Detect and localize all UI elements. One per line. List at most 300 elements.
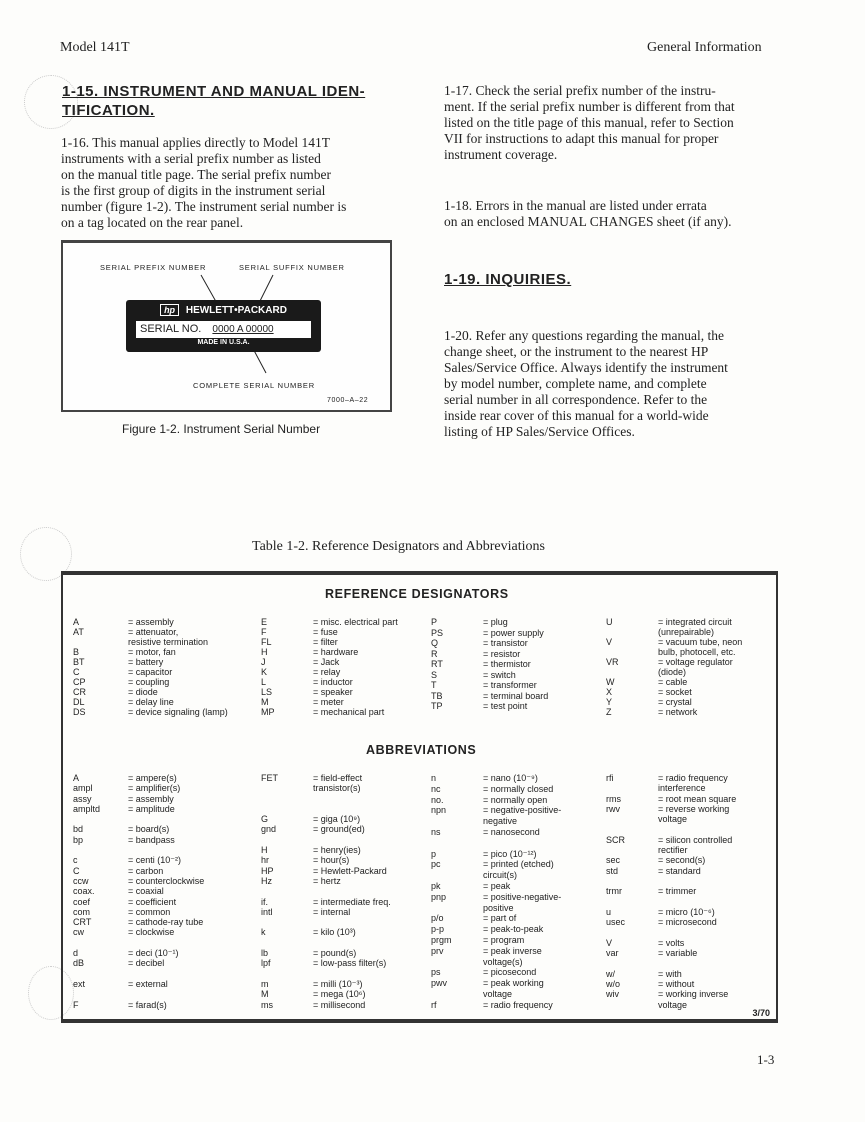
paragraph-line: 1-18. Errors in the manual are listed under errata (444, 198, 707, 213)
entry-code: rms (606, 793, 621, 804)
entry-code: rwv (606, 803, 620, 814)
paragraph-line: on an enclosed MANUAL CHANGES sheet (if any). (444, 214, 732, 229)
entry-definition: = board(s) (128, 824, 170, 835)
table-entry (73, 856, 263, 866)
entry-code: w/o (606, 978, 621, 989)
table-entry (606, 990, 774, 1000)
entry-definition: = trimmer (658, 886, 697, 897)
entry-definition: = field-effect (313, 773, 363, 783)
paragraph-line: listing of HP Sales/Service Offices. (444, 424, 635, 439)
table-entry (73, 836, 263, 846)
entry-code: A (73, 617, 80, 627)
entry-definition: = program (483, 934, 525, 945)
paragraph-line: instrument coverage. (444, 147, 558, 162)
entry-code: DL (73, 697, 85, 707)
entry-code: var (606, 948, 619, 959)
entry-code: hr (261, 855, 270, 866)
paragraph-line: 1-20. Refer any questions regarding the manual, the (444, 328, 725, 343)
table-entry (431, 979, 601, 990)
entry-definition: = battery (128, 657, 164, 667)
entry-code: S (431, 669, 438, 680)
entry-code: k (261, 927, 266, 938)
plate-serial-field (136, 321, 311, 338)
table-entry (261, 688, 431, 698)
entry-code: R (431, 648, 438, 659)
entry-code: A (73, 773, 80, 783)
table-entry (606, 708, 774, 718)
plate-made-in: MADE IN U.S.A. (197, 339, 250, 346)
table-entry (73, 708, 263, 718)
entry-definition: = filter (313, 637, 338, 647)
table-entry (73, 1001, 263, 1011)
entry-definition: = amplitude (128, 803, 175, 814)
table-entry (73, 990, 263, 1000)
entry-definition: = printed (etched) (483, 859, 554, 870)
paragraph-1-18 (444, 198, 776, 230)
entry-definition: = transformer (483, 680, 537, 690)
entry-definition: = coaxial (128, 886, 164, 897)
paragraph-line: on the manual title page. The serial prefix number (61, 167, 332, 182)
table-entry (606, 815, 774, 825)
entry-definition: = resistor (483, 648, 521, 659)
entry-code: coax. (73, 886, 95, 897)
entry-code: ampl (73, 783, 93, 794)
table-entry (261, 784, 431, 794)
table-entry (431, 871, 601, 882)
paragraph-line: by model number, complete name, and complete (444, 376, 707, 391)
heading-line-2: TIFICATION. (62, 102, 155, 119)
entry-definition: = volts (658, 937, 685, 948)
entry-definition: = peak (483, 880, 511, 891)
plate-brand: HEWLETT•PACKARD (185, 305, 287, 316)
entry-definition: = coefficient (128, 896, 177, 907)
entry-definition: = hertz (313, 875, 341, 886)
entry-definition: = cathode-ray tube (128, 917, 204, 928)
entry-definition: = terminal board (483, 690, 549, 701)
abbr-column-2 (261, 774, 431, 1011)
entry-definition: = low-pass filter(s) (313, 958, 387, 969)
entry-code: npn (431, 805, 447, 816)
table-entry (261, 1001, 431, 1011)
entry-definition: = reverse working (658, 803, 730, 814)
entry-definition: = internal (313, 906, 351, 917)
table-entry (73, 959, 263, 969)
paragraph-line: on a tag located on the rear panel. (61, 215, 244, 230)
entry-definition: = meter (313, 697, 344, 707)
entry-code: c (73, 855, 78, 866)
entry-definition: = peak-to-peak (483, 924, 544, 935)
table-entry (73, 678, 263, 688)
table-entry (261, 928, 431, 938)
entry-code: J (261, 657, 266, 667)
entry-code: G (261, 814, 269, 825)
paragraph-1-20 (444, 328, 776, 440)
entry-code: std (606, 865, 619, 876)
entry-definition: = external (128, 978, 168, 989)
entry-definition: = kilo (10³) (313, 927, 356, 938)
entry-definition: = Jack (313, 657, 340, 667)
entry-definition: = hardware (313, 647, 359, 657)
entry-code: ext (73, 978, 86, 989)
entry-definition: = nanosecond (483, 826, 540, 837)
section-heading-1-19: 1-19. INQUIRIES. (444, 271, 572, 288)
plate-field-value: 0000 A 00000 (212, 324, 274, 335)
entry-definition: = ground(ed) (313, 824, 365, 835)
table-entry (606, 959, 774, 969)
entry-code: K (261, 667, 268, 677)
entry-code: usec (606, 917, 626, 928)
entry-code: Y (606, 697, 613, 707)
entry-code: assy (73, 793, 92, 804)
entry-definition: = positive-negative- (483, 891, 562, 902)
entry-definition: = peak inverse (483, 945, 542, 956)
ref-designators-heading: REFERENCE DESIGNATORS (325, 587, 509, 601)
abbr-column-1 (73, 774, 263, 1011)
figure-code: 7000–A–22 (327, 397, 369, 404)
entry-definition: = picosecond (483, 967, 537, 978)
entry-definition: voltage (658, 814, 688, 825)
entry-code: p (431, 848, 437, 859)
entry-code: M (261, 989, 269, 1000)
entry-code: CP (73, 677, 86, 687)
table-entry (261, 867, 431, 877)
entry-code: RT (431, 659, 443, 669)
entry-definition: = assembly (128, 793, 174, 804)
entry-definition: = normally open (483, 794, 548, 805)
entry-definition: negative (483, 816, 518, 827)
entry-code: X (606, 687, 613, 697)
ref-column-2 (261, 618, 431, 718)
entry-definition: = misc. electrical part (313, 617, 398, 627)
entry-definition: interference (658, 783, 706, 794)
entry-definition: = switch (483, 669, 516, 680)
entry-definition: transistor(s) (313, 783, 361, 794)
entry-code: dB (73, 958, 85, 969)
entry-code: rf (431, 999, 437, 1010)
entry-definition: = millisecond (313, 999, 366, 1010)
entry-definition: = motor, fan (128, 647, 176, 657)
entry-definition: = deci (10⁻¹) (128, 948, 179, 959)
entry-code: P (431, 617, 438, 627)
figure-caption: Figure 1-2. Instrument Serial Number (122, 422, 321, 436)
entry-code: sec (606, 855, 621, 866)
entry-code: prv (431, 945, 444, 956)
entry-code: bd (73, 824, 84, 835)
entry-definition: = hour(s) (313, 855, 350, 866)
entry-definition: = integrated circuit (658, 617, 732, 627)
table-entry (73, 805, 263, 815)
entry-definition: = socket (658, 687, 692, 697)
entry-definition: = pound(s) (313, 948, 357, 959)
entry-code: pwv (431, 978, 448, 989)
table-entry (606, 928, 774, 938)
entry-code: gnd (261, 824, 277, 835)
abbr-column-3 (431, 774, 601, 1012)
entry-definition: = fuse (313, 627, 338, 637)
entry-code: pk (431, 880, 441, 891)
entry-code: trmr (606, 886, 622, 897)
entry-definition: = Hewlett-Packard (313, 865, 387, 876)
entry-definition: = capacitor (128, 667, 173, 677)
table-entry (261, 648, 431, 658)
entry-code: Z (606, 707, 612, 717)
entry-code: B (73, 647, 80, 657)
entry-definition: = device signaling (lamp) (128, 707, 228, 717)
entry-code: ms (261, 999, 273, 1010)
entry-definition: = microsecond (658, 917, 717, 928)
paragraph-line: change sheet, or the instrument to the nearest HP (444, 344, 709, 359)
entry-code: C (73, 667, 80, 677)
entry-definition: = clockwise (128, 927, 175, 938)
entry-definition: = part of (483, 913, 517, 924)
entry-code: H (261, 647, 268, 657)
entry-definition: = peak working (483, 978, 544, 989)
entry-definition: = normally closed (483, 783, 554, 794)
entry-definition: = centi (10⁻²) (128, 855, 182, 866)
entry-definition: resistive termination (128, 637, 209, 647)
paragraph-line: instruments with a serial prefix number as listed (61, 151, 321, 166)
entry-definition: = plug (483, 617, 508, 627)
entry-code: Hz (261, 875, 272, 886)
reference-table (61, 571, 778, 1023)
date-code: 3/70 (752, 1008, 770, 1018)
paragraph-line: is the first group of digits in the instrument serial (61, 183, 326, 198)
entry-definition: = milli (10⁻³) (313, 978, 363, 989)
table-entry (73, 980, 263, 990)
entry-code: DS (73, 707, 86, 717)
entry-definition: = working inverse (658, 989, 729, 1000)
page-number: 1-3 (757, 1052, 775, 1067)
entry-definition: = micro (10⁻⁶) (658, 906, 715, 917)
serial-plate (126, 300, 321, 352)
ref-column-4 (606, 618, 774, 718)
plate-field-label: SERIAL NO. (140, 323, 202, 335)
entry-definition: = radio frequency (658, 773, 728, 783)
table-entry (606, 805, 774, 815)
table-entry (261, 877, 431, 887)
header-left: Model 141T (60, 40, 130, 55)
entry-code: cw (73, 927, 84, 938)
entry-code: FL (261, 637, 272, 647)
entry-code: V (606, 937, 613, 948)
entry-definition: = crystal (658, 697, 692, 707)
entry-code: M (261, 697, 269, 707)
table-entry (73, 970, 263, 980)
entry-code: com (73, 906, 91, 917)
hp-logo-icon: hp (160, 304, 179, 316)
entry-code: TB (431, 690, 443, 701)
entry-code: T (431, 680, 437, 690)
entry-definition: = network (658, 707, 698, 717)
entry-code: intl (261, 906, 273, 917)
entry-code: CR (73, 687, 86, 697)
table-entry (73, 648, 263, 658)
entry-definition: = giga (10⁹) (313, 814, 361, 825)
entry-code: w/ (606, 968, 615, 979)
entry-code: ccw (73, 875, 89, 886)
entry-definition: = cable (658, 677, 688, 687)
table-entry (261, 908, 431, 918)
entry-definition: = amplifier(s) (128, 783, 181, 794)
table-entry (606, 668, 774, 678)
table-entry (606, 658, 774, 668)
entry-code: HP (261, 865, 274, 876)
entry-code: U (606, 617, 613, 627)
table-entry (606, 1001, 774, 1011)
entry-code: C (73, 865, 80, 876)
entry-definition: = mechanical part (313, 707, 385, 717)
table-entry (261, 959, 431, 969)
label-serial-suffix: SERIAL SUFFIX NUMBER (239, 263, 345, 272)
label-serial-prefix: SERIAL PREFIX NUMBER (100, 263, 207, 272)
table-entry (261, 795, 431, 805)
abbr-column-4 (606, 774, 774, 1011)
entry-definition: = nano (10⁻⁹) (483, 773, 538, 783)
entry-definition: = farad(s) (128, 999, 167, 1010)
entry-code: Q (431, 638, 439, 648)
entry-definition: = variable (658, 948, 698, 959)
entry-definition: = without (658, 978, 695, 989)
entry-definition: = attenuator, (128, 627, 179, 637)
entry-definition: circuit(s) (483, 870, 517, 881)
label-complete-serial: COMPLETE SERIAL NUMBER (193, 381, 315, 390)
entry-definition: = transistor (483, 638, 528, 648)
table-entry (261, 658, 431, 668)
entry-definition: = diode (128, 687, 158, 697)
table-entry (261, 825, 431, 835)
entry-definition: = coupling (128, 677, 170, 687)
entry-definition: voltage (483, 988, 513, 999)
entry-definition: = silicon controlled (658, 834, 733, 845)
entry-code: VR (606, 657, 619, 667)
entry-definition: = vacuum tube, neon (658, 637, 743, 647)
entry-code: coef (73, 896, 91, 907)
table-entry (606, 949, 774, 959)
table-entry (606, 867, 774, 877)
entry-code: p-p (431, 924, 445, 935)
paragraph-line: inside rear cover of this manual for a world-wide (444, 408, 709, 423)
table-entry (431, 893, 601, 904)
entry-code: F (73, 999, 79, 1010)
entry-definition: = intermediate freq. (313, 896, 391, 907)
entry-definition: rectifier (658, 845, 688, 856)
entry-code: AT (73, 627, 84, 637)
entry-code: p/o (431, 913, 444, 924)
entry-code: n (431, 773, 437, 783)
plate-brand-row (126, 304, 321, 316)
abbreviations-heading: ABBREVIATIONS (366, 743, 477, 757)
entry-definition: = speaker (313, 687, 353, 697)
entry-code: SCR (606, 834, 626, 845)
table-title: Table 1-2. Reference Designators and Abbreviations (252, 539, 545, 554)
entry-definition: voltage (658, 999, 688, 1010)
table-entry (73, 877, 263, 887)
entry-definition: = henry(ies) (313, 845, 361, 856)
entry-definition: bulb, photocell, etc. (658, 647, 736, 657)
entry-definition: = root mean square (658, 793, 737, 804)
entry-definition: = test point (483, 701, 528, 711)
entry-code: W (606, 677, 615, 687)
entry-code: CRT (73, 917, 92, 928)
entry-definition: = bandpass (128, 834, 175, 845)
entry-definition: = relay (313, 667, 341, 677)
paragraph-line: Sales/Service Office. Always identify the instrument (444, 360, 728, 375)
entry-code: F (261, 627, 267, 637)
entry-code: wiv (606, 989, 619, 1000)
entry-definition: positive (483, 902, 514, 913)
paragraph-line: listed on the title page of this manual, refer to Section (444, 115, 734, 130)
entry-definition: (unrepairable) (658, 627, 715, 637)
entry-definition: = radio frequency (483, 999, 553, 1010)
entry-definition: = common (128, 906, 171, 917)
entry-code: E (261, 617, 268, 627)
header-right: General Information (647, 40, 762, 55)
heading-line-1: 1-15. INSTRUMENT AND MANUAL IDEN- (62, 83, 366, 100)
table-entry (261, 618, 431, 628)
paragraph-1-16 (61, 135, 393, 231)
table-entry (431, 1001, 601, 1012)
entry-code: LS (261, 687, 273, 697)
entry-code: lpf (261, 958, 271, 969)
entry-definition: = ampere(s) (128, 773, 177, 783)
entry-definition: = negative-positive- (483, 805, 562, 816)
ref-column-3 (431, 618, 601, 713)
entry-code: V (606, 637, 613, 647)
entry-definition: voltage(s) (483, 956, 523, 967)
entry-definition: (diode) (658, 667, 687, 677)
entry-code: m (261, 978, 269, 989)
entry-code: d (73, 948, 79, 959)
entry-code: u (606, 906, 612, 917)
entry-definition: = voltage regulator (658, 657, 733, 667)
entry-code: ampltd (73, 803, 101, 814)
paragraph-line: ment. If the serial prefix number is different from that (444, 99, 735, 114)
entry-code: if. (261, 896, 269, 907)
entry-definition: = power supply (483, 627, 544, 638)
entry-definition: = mega (10⁶) (313, 989, 366, 1000)
entry-definition: = second(s) (658, 855, 706, 866)
paragraph-line: 1-17. Check the serial prefix number of the instru- (444, 83, 716, 98)
table-entry (73, 928, 263, 938)
table-entry (606, 918, 774, 928)
table-entry (431, 660, 601, 671)
entry-code: PS (431, 627, 444, 638)
table-entry (431, 702, 601, 713)
paragraph-line: number (figure 1-2). The instrument serial number is (61, 199, 347, 214)
table-entry (73, 949, 263, 959)
entry-definition: = assembly (128, 617, 174, 627)
entry-definition: = pico (10⁻¹²) (483, 848, 537, 859)
entry-code: H (261, 845, 268, 856)
table-entry (431, 828, 601, 839)
entry-code: L (261, 677, 267, 687)
section-heading-1-15 (62, 82, 398, 120)
entry-definition: = delay line (128, 697, 174, 707)
entry-code: FET (261, 773, 278, 783)
entry-definition: = carbon (128, 865, 164, 876)
figure-serial-number (61, 240, 392, 412)
entry-code: BT (73, 657, 85, 667)
paragraph-line: 1-16. This manual applies directly to Model 141T (61, 135, 330, 150)
entry-code: lb (261, 948, 269, 959)
table-entry (606, 887, 774, 897)
entry-code: ns (431, 826, 441, 837)
entry-code: no. (431, 794, 444, 805)
entry-definition: = thermistor (483, 659, 531, 669)
entry-definition: = decibel (128, 958, 165, 969)
entry-code: nc (431, 783, 441, 794)
entry-code: MP (261, 707, 275, 717)
